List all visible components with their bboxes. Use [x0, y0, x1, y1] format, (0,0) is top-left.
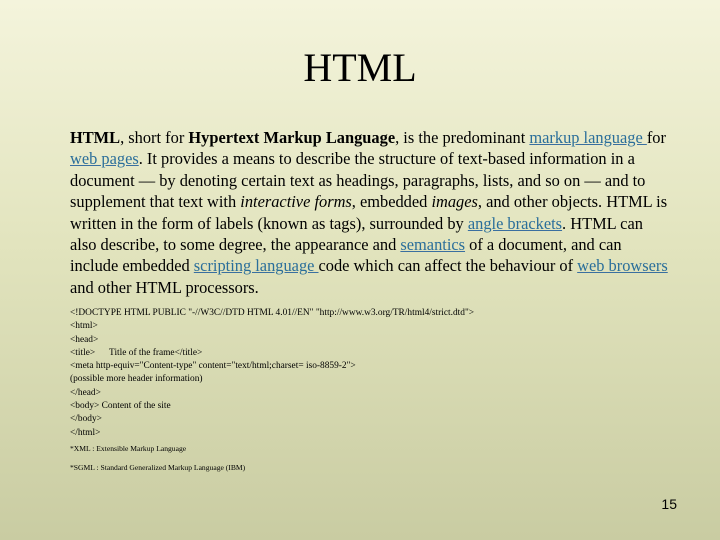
code-line: (possible more header information) [70, 374, 203, 385]
link-markup-language[interactable]: markup language [529, 128, 647, 147]
body-text-run: , is the predominant [395, 128, 530, 147]
code-line: <meta http-equiv="Content-type" content="text/html;charset= iso-8859-2"> [70, 361, 356, 372]
term-hypertext-markup-language: Hypertext Markup Language [188, 128, 396, 147]
code-line: <!DOCTYPE HTML PUBLIC "-//W3C//DTD HTML 4.01//EN" "http://www.w3.org/TR/html4/strict.dtd"> [70, 308, 475, 318]
page-number: 15 [661, 496, 677, 512]
term-interactive-forms: interactive forms [240, 192, 352, 212]
code-line: </body> [70, 414, 102, 425]
code-line: <head> [70, 334, 99, 345]
link-web-browsers[interactable]: web browsers [577, 256, 668, 276]
link-web-pages[interactable]: web pages [70, 149, 139, 169]
body-text-run: and other HTML processors. [70, 277, 259, 297]
body-text-run: , embedded [351, 192, 432, 212]
body-text-run: of a document, and can include embedded [70, 235, 622, 276]
footnote-xml: *XML : Extensible Markup Language [70, 444, 187, 453]
term-html: HTML [70, 128, 121, 147]
code-line: <title> Title of the frame</title> [70, 347, 203, 358]
code-line: <html> [70, 321, 98, 332]
code-example [70, 307, 670, 440]
code-line: </head> [70, 387, 101, 398]
body-text-run: for [646, 128, 666, 147]
body-text-run: , and other objects. HTML is written in the form of labels (known as tags), surrounded by [70, 192, 668, 233]
body-text-run: . It provides a means to describe the structure of text-based information in a document — by denoting certain text as headings, paragraphs, lists, and so on — and to supplement that text with [70, 149, 646, 212]
link-scripting-language[interactable]: scripting language [193, 256, 319, 276]
body-text-run: , short for [120, 128, 189, 147]
slide-title: HTML [303, 45, 417, 90]
body-text-run: code which can affect the behaviour of [318, 256, 578, 276]
link-semantics[interactable]: semantics [400, 235, 466, 255]
footnote-sgml: *SGML : Standard Generalized Markup Language (IBM) [70, 463, 246, 472]
link-angle-brackets[interactable]: angle brackets [467, 213, 563, 233]
code-line: <body> Content of the site [70, 401, 171, 412]
code-line: </html> [70, 427, 101, 438]
body-paragraph [70, 127, 668, 298]
footnotes [70, 444, 670, 473]
term-images: images [431, 192, 478, 212]
body-text-run: . HTML can also describe, to some degree, the appearance and [70, 213, 643, 255]
